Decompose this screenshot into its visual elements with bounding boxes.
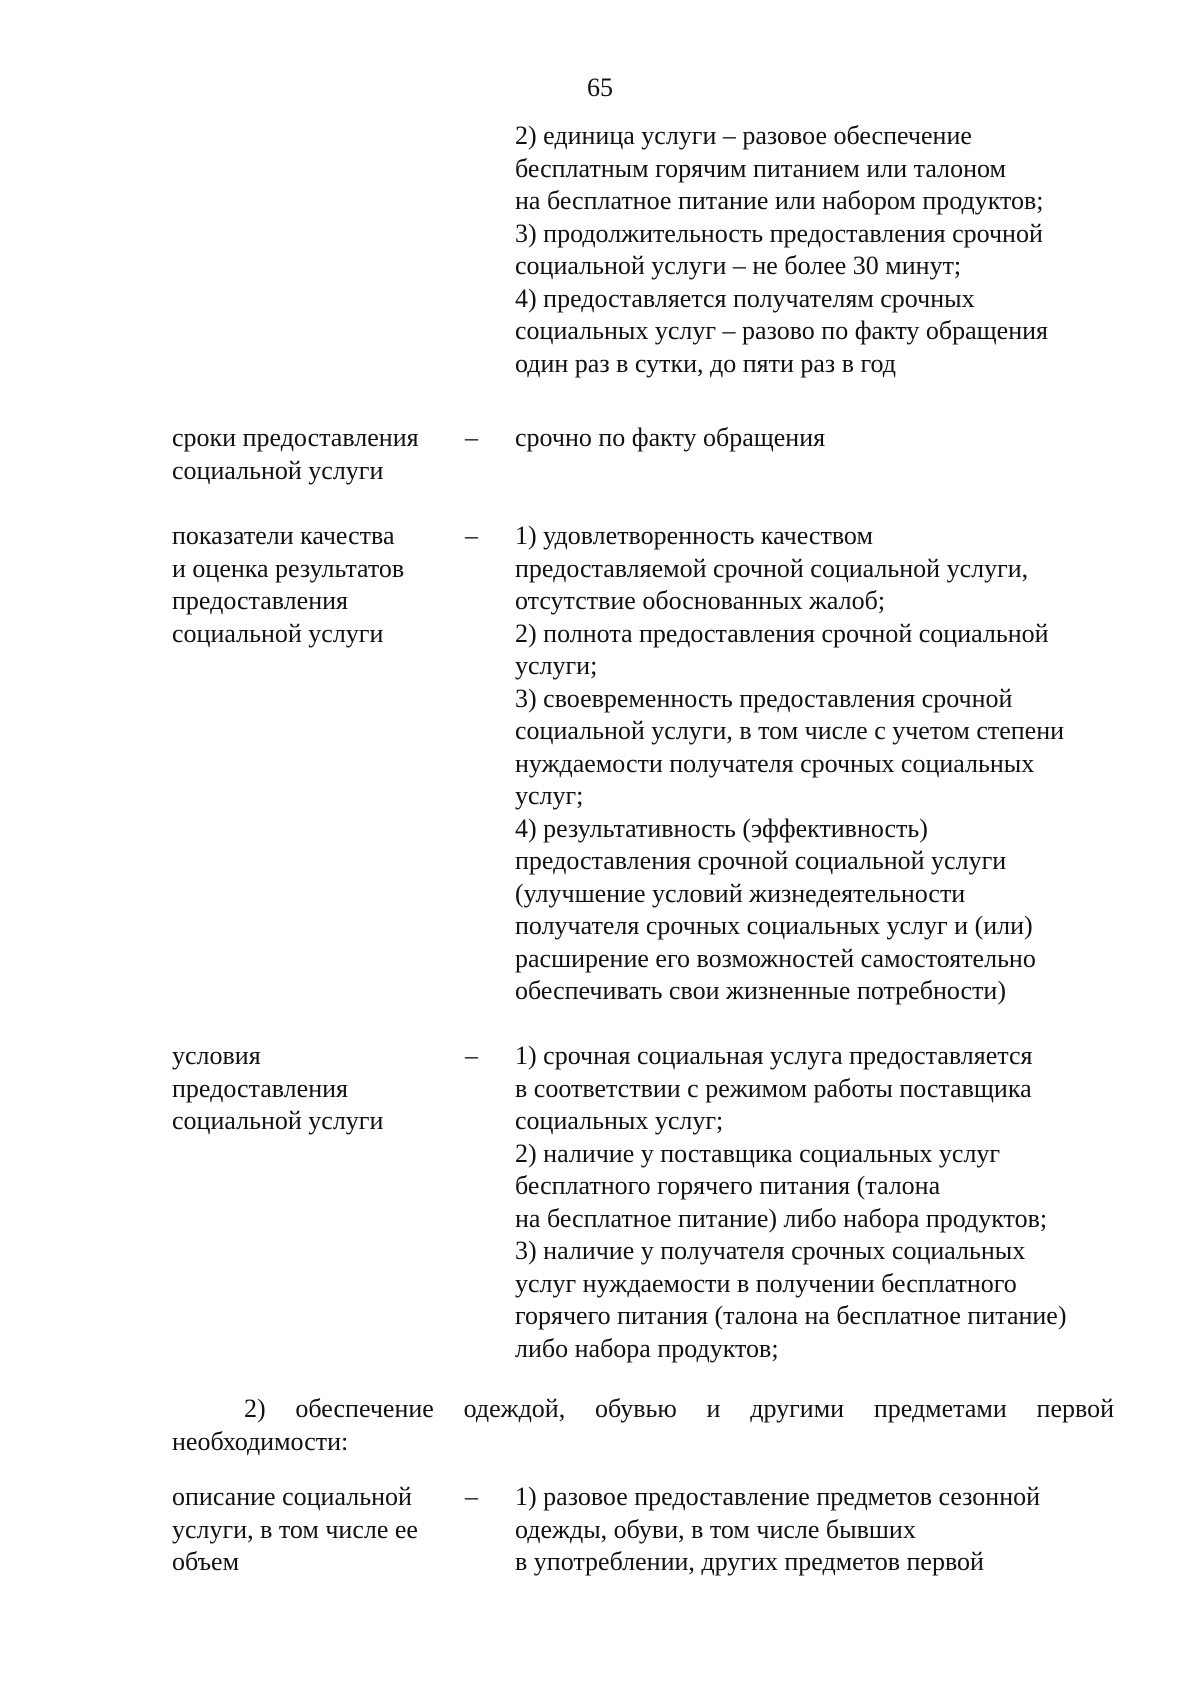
label-line: предоставления [172, 586, 348, 615]
value-line: расширение его возможностей самостоятельно [515, 943, 1036, 973]
value-line: 1) срочная социальная услуга предоставляется [515, 1041, 1033, 1070]
label-line: социальной услуги [172, 1106, 384, 1135]
value-line: 3) наличие у получателя срочных социальных [515, 1236, 1026, 1265]
value-line: горячего питания (талона на бесплатное питание) [515, 1301, 1067, 1330]
label-line: сроки предоставления [172, 423, 419, 452]
label-line: предоставления [172, 1073, 348, 1103]
text-line: 4) предоставляется получателям срочных [515, 283, 975, 313]
section-paragraph [172, 1393, 1114, 1458]
value-line: получателя срочных социальных услуг и (или) [515, 911, 1033, 940]
label-line: социальной услуги [172, 455, 384, 485]
text-line: социальных услуг – разово по факту обращения [515, 316, 1049, 345]
row-dash: – [465, 1041, 478, 1070]
value-line: 2) наличие у поставщика социальных услуг [515, 1138, 1001, 1168]
value-line: 1) удовлетворенность качеством [515, 521, 873, 550]
value-line: обеспечивать свои жизненные потребности) [515, 976, 1006, 1005]
paragraph-line: 2) обеспечение одеждой, обувью и другими предметами первой [244, 1394, 1114, 1423]
text-line: бесплатным горячим питанием или талоном [515, 153, 1006, 183]
text-line: 2) единица услуги – разовое обеспечение [515, 121, 972, 150]
value-line: 1) разовое предоставление предметов сезонной [515, 1482, 1041, 1511]
row-label [172, 520, 452, 650]
value-line: в употреблении, других предметов первой [515, 1547, 984, 1576]
label-line: социальной услуги [172, 618, 384, 648]
value-line: бесплатного горячего питания (талона [515, 1171, 941, 1200]
top-continuation-text [515, 120, 1115, 380]
value-line: в соответствии с режимом работы поставщика [515, 1073, 1032, 1103]
row-label [172, 422, 452, 487]
row-value [515, 1040, 1115, 1365]
row-dash: – [465, 1482, 478, 1511]
text-line: один раз в сутки, до пяти раз в год [515, 348, 896, 378]
row-label [172, 1040, 452, 1138]
value-line: социальной услуги, в том числе с учетом степени [515, 716, 1065, 745]
text-line: на бесплатное питание или набором продуктов; [515, 186, 1044, 215]
value-line: (улучшение условий жизнедеятельности [515, 878, 966, 908]
text-line: социальной услуги – не более 30 минут; [515, 251, 962, 280]
value-line: 3) своевременность предоставления срочной [515, 683, 1013, 713]
value-line: услуг; [515, 781, 584, 810]
label-line: описание социальной [172, 1482, 412, 1511]
value-line: социальных услуг; [515, 1106, 724, 1135]
text-line: 3) продолжительность предоставления срочной [515, 218, 1043, 248]
row-dash: – [465, 423, 478, 452]
value-line: одежды, обуви, в том числе бывших [515, 1514, 916, 1544]
value-line: предоставления срочной социальной услуги [515, 846, 1007, 875]
label-line: показатели качества [172, 521, 395, 550]
value-line: срочно по факту обращения [515, 423, 826, 452]
value-line: нуждаемости получателя срочных социальных [515, 748, 1035, 778]
row-value [515, 520, 1115, 1008]
row-dash: – [465, 521, 478, 550]
row-label [172, 1481, 452, 1579]
value-line: 4) результативность (эффективность) [515, 813, 928, 843]
row-value [515, 1481, 1115, 1579]
value-line: на бесплатное питание) либо набора продуктов; [515, 1203, 1048, 1233]
value-line: либо набора продуктов; [515, 1333, 779, 1363]
label-line: объем [172, 1547, 240, 1576]
page-number: 65 [587, 73, 613, 102]
label-line: и оценка результатов [172, 553, 405, 583]
row-value [515, 422, 1115, 455]
paragraph-line: необходимости: [172, 1426, 349, 1456]
label-line: услуги, в том числе ее [172, 1514, 418, 1544]
value-line: предоставляемой срочной социальной услуги, [515, 553, 1029, 583]
value-line: услуг нуждаемости в получении бесплатного [515, 1268, 1017, 1298]
value-line: услуги; [515, 651, 598, 680]
value-line: 2) полнота предоставления срочной социальной [515, 618, 1049, 648]
value-line: отсутствие обоснованных жалоб; [515, 586, 886, 615]
label-line: условия [172, 1041, 261, 1070]
